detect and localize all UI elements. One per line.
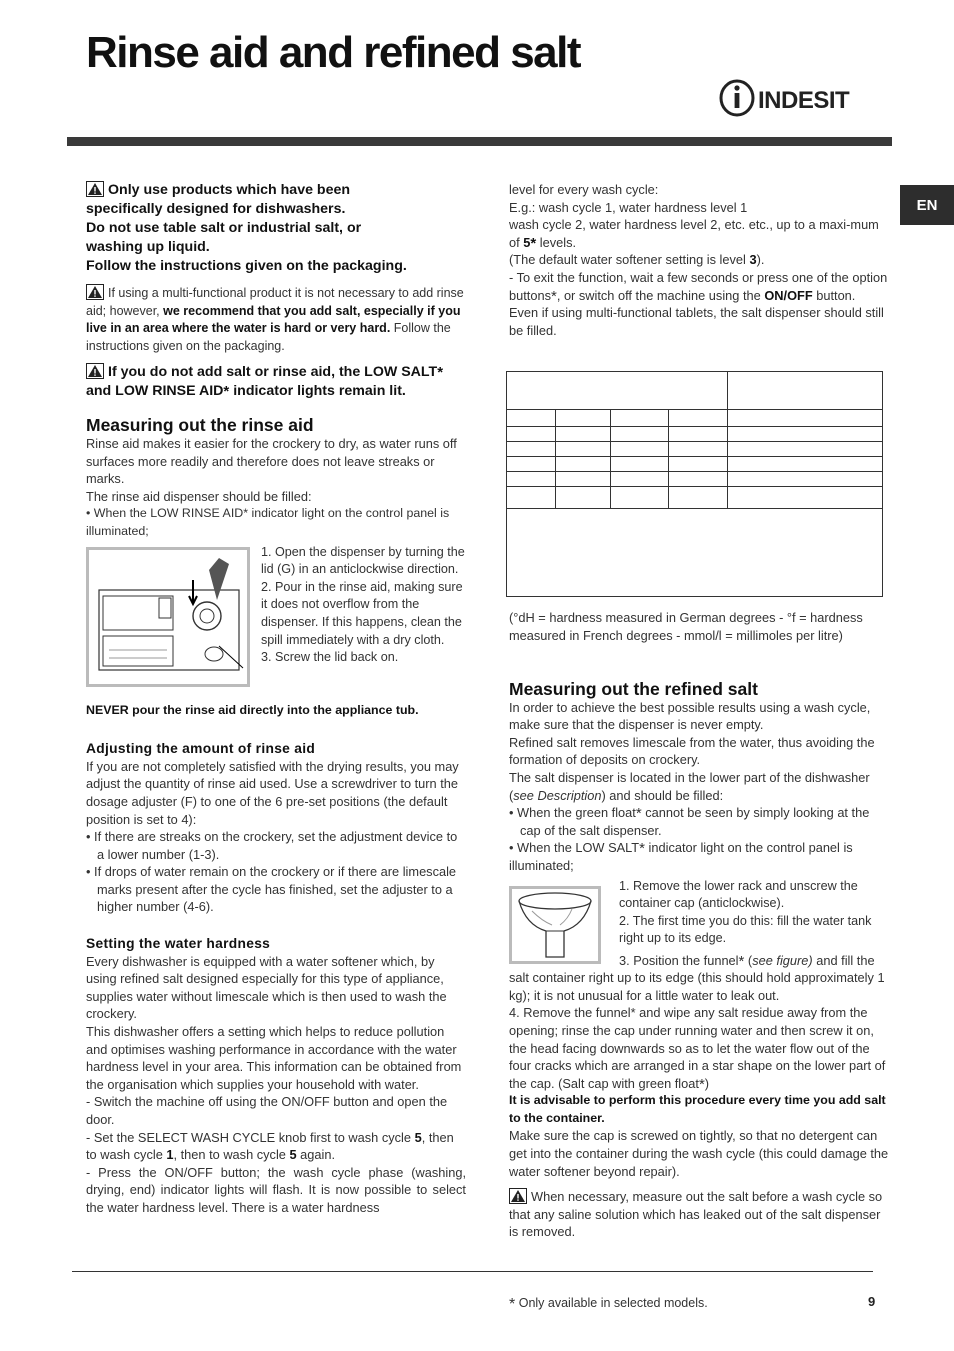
table-cell xyxy=(668,410,727,427)
table-cell xyxy=(611,427,668,442)
table-cell xyxy=(556,410,611,427)
cont-p5: - To exit the function, wait a few seconds or press one of the option buttons*, or switch off the machine using the ON/OFF button. xyxy=(509,269,888,305)
table-cell xyxy=(668,472,727,487)
adjust-intro: If you are not completely satisfied with the drying results, you may adjust the quantity of rinse aid used. Use a screwdriver to turn the dosage adjuster (F) to one of the 6 pre-set positions (the default position is set to 4): xyxy=(86,758,459,827)
table-cell xyxy=(728,427,883,442)
table-footer-row xyxy=(507,509,883,597)
cont-p4: (The default water softener setting is level 3). xyxy=(509,252,765,268)
salt-bullet-1: • When the green float* cannot be seen by simply looking at the cap of the salt dispenser. xyxy=(509,805,870,838)
heading-adjust-rinse: Adjusting the amount of rinse aid xyxy=(86,741,316,757)
header-rule xyxy=(67,137,892,146)
table-row xyxy=(507,487,883,509)
table-cell xyxy=(668,487,727,509)
table-cell xyxy=(507,442,556,457)
cont-p1: level for every wash cycle: xyxy=(509,182,659,197)
salt-section xyxy=(509,681,889,1241)
table-cell xyxy=(556,487,611,509)
salt-p2: Refined salt removes limescale from the water, thus avoiding the formation of deposits on crockery. xyxy=(509,734,875,768)
table-cell xyxy=(611,442,668,457)
table-row xyxy=(507,442,883,457)
salt-funnel-figure xyxy=(509,886,601,964)
salt-steps-1-3 xyxy=(619,878,891,948)
warning-icon xyxy=(86,363,104,379)
heading-rinse-aid: Measuring out the rinse aid xyxy=(86,415,314,436)
table-row xyxy=(507,457,883,472)
table-cell xyxy=(507,472,556,487)
water-p3: - Switch the machine off using the ON/OFF button and open the door. xyxy=(86,1094,448,1127)
table-row xyxy=(507,472,883,487)
salt-step-2: 2. The first time you do this: fill the water tank right up to its edge. xyxy=(619,913,872,946)
warning-icon xyxy=(86,284,104,300)
salt-p3: The salt dispenser is located in the lower part of the dishwasher (see Description) and should be filled: xyxy=(509,769,870,803)
table-cell xyxy=(611,457,668,472)
table-cell xyxy=(728,410,883,427)
table-cell xyxy=(507,457,556,472)
heading-refined-salt: Measuring out the refined salt xyxy=(509,679,758,699)
table-cell xyxy=(611,487,668,509)
rinse-when: • When the LOW RINSE AID* indicator light on the control panel is illuminated; xyxy=(86,506,450,538)
funnel-illustration xyxy=(512,889,598,961)
left-column xyxy=(86,181,466,1217)
salt-p1: In order to achieve the best possible results using a wash cycle, make sure that the dispenser is never empty. xyxy=(509,699,871,733)
table-row xyxy=(507,427,883,442)
rinse-step-1: 1. Open the dispenser by turning the lid (G) in an anticlockwise direction. xyxy=(261,544,465,577)
dispenser-illustration xyxy=(89,550,247,684)
rinse-never-warning: NEVER pour the rinse aid directly into the appliance tub. xyxy=(86,702,419,717)
table-cell xyxy=(507,509,883,597)
table-cell xyxy=(507,410,556,427)
table-cell xyxy=(556,472,611,487)
water-p5: - Press the ON/OFF button; the wash cycle phase (washing, drying, end) indicator lights will flash. It is now possible to select the water hardness level. There is a water hardness xyxy=(86,1164,466,1215)
salt-step-3: 3. Position the funnel* (see figure) and fill the salt container right up to its edge (this should hold approximately 1 kg); it is not unusual for a little water to leak out. xyxy=(509,952,885,1003)
cont-p3: wash cycle 2, water hardness level 2, etc. etc., up to a maxi-mum of 5* levels. xyxy=(509,217,879,252)
table-cell xyxy=(507,427,556,442)
rinse-intro: Rinse aid makes it easier for the crockery to dry, as water runs off surfaces more readily and therefore does not leave streaks or marks. xyxy=(86,435,457,487)
cont-p2: E.g.: wash cycle 1, water hardness level 1 xyxy=(509,199,748,215)
table-row xyxy=(507,410,883,427)
table-cell xyxy=(507,487,556,509)
table-cell xyxy=(728,472,883,487)
table-cell xyxy=(728,442,883,457)
rinse-step-3: 3. Screw the lid back on. xyxy=(261,650,399,665)
table-cell xyxy=(728,372,883,410)
page-number: 9 xyxy=(868,1294,876,1309)
table-cell xyxy=(611,472,668,487)
salt-steps-block xyxy=(509,878,889,964)
table-cell xyxy=(507,372,728,410)
warning-multifunctional: If using a multi-functional product it is not necessary to add rinse aid; however, we recommend that you add salt, especially if you live in an area where the water is hard or very hard. Follow the instructions given on the packaging. xyxy=(86,286,464,353)
salt-bullet-2: • When the LOW SALT* indicator light on the control panel is illuminated; xyxy=(509,840,853,873)
adjust-bullet-1: • If there are streaks on the crockery, set the adjustment device to a lower number (1-3). xyxy=(86,829,458,862)
brand-wordmark: INDESIT xyxy=(758,87,850,114)
warning-products: Only use products which have been specifically designed for dishwashers. Do not use table salt or industrial salt, or washing up liquid. Follow the instructions given on the packaging. xyxy=(86,182,407,274)
table-cell xyxy=(556,442,611,457)
footnote: * Only available in selected models. xyxy=(509,1296,708,1313)
salt-step-1: 1. Remove the lower rack and unscrew the container cap (anticlockwise). xyxy=(619,878,858,911)
salt-advice: It is advisable to perform this procedure every time you add salt to the container. xyxy=(509,1093,886,1125)
water-p1: Every dishwasher is equipped with a water softener which, by using refined salt designed especially for this type of appliance, supplies water without limescale which is then used to wash the crockery. xyxy=(86,953,447,1022)
indesit-logo xyxy=(718,78,868,118)
rinse-steps xyxy=(261,544,471,667)
salt-step-4: 4. Remove the funnel* and wipe any salt residue away from the opening; rinse the cap under running water and then screw it on, the head facing downwards so as to let the water flow out of the four cracks which are arranged in a star shape on the lower part of the cap. (Salt cap with green float*) xyxy=(509,1005,886,1093)
rinse-dispenser-note: The rinse aid dispenser should be filled: xyxy=(86,488,312,504)
table-cell xyxy=(668,457,727,472)
table-cell xyxy=(611,410,668,427)
footer-rule xyxy=(72,1271,873,1272)
rinse-steps-block xyxy=(86,544,466,702)
warning-icon xyxy=(509,1188,527,1204)
table-cell xyxy=(728,457,883,472)
water-p4: - Set the SELECT WASH CYCLE knob first to wash cycle 5, then to wash cycle 1, then to wash cycle 5 again. xyxy=(86,1129,454,1163)
salt-p4: Make sure the cap is screwed on tightly, so that no detergent can get into the container during the wash cycle (this could damage the water softener beyond repair). xyxy=(509,1128,889,1179)
rinse-step-2: 2. Pour in the rinse aid, making sure it does not overflow from the dispenser. If this happens, clean the spill immediately with a dry cloth. xyxy=(261,579,463,647)
heading-water-hardness: Setting the water hardness xyxy=(86,936,271,952)
table-cell xyxy=(556,457,611,472)
table-cell xyxy=(668,427,727,442)
water-p2: This dishwasher offers a setting which helps to reduce pollution and optimises washing performance in accordance with the water hardness level in your area. This information can be obtained from the organisation which supplies your household with water. xyxy=(86,1024,462,1092)
hardness-units-note: (°dH = hardness measured in German degrees - °f = hardness measured in French degrees - mmol/l = millimoles per litre) xyxy=(509,610,863,643)
warning-indicator-lights: If you do not add salt or rinse aid, the LOW SALT* and LOW RINSE AID* indicator lights remain lit. xyxy=(86,364,444,401)
page-title: Rinse aid and refined salt xyxy=(86,28,581,77)
salt-warning: When necessary, measure out the salt before a wash cycle so that any saline solution which has leaked out of the salt dispenser is removed. xyxy=(509,1189,883,1240)
table-cell xyxy=(728,487,883,509)
warning-icon xyxy=(86,181,104,197)
table-cell xyxy=(668,442,727,457)
language-tab: EN xyxy=(900,185,954,225)
water-hardness-table xyxy=(506,371,883,597)
table-cell xyxy=(556,427,611,442)
adjust-bullet-2: • If drops of water remain on the crockery or if there are limescale marks present after the cycle has finished, set the adjuster to a higher number (4-6). xyxy=(86,864,457,915)
table-header-row xyxy=(507,372,883,410)
cont-p6: Even if using multi-functional tablets, the salt dispenser should still be filled. xyxy=(509,305,884,338)
right-column xyxy=(509,181,889,1240)
rinse-dispenser-figure xyxy=(86,547,250,687)
